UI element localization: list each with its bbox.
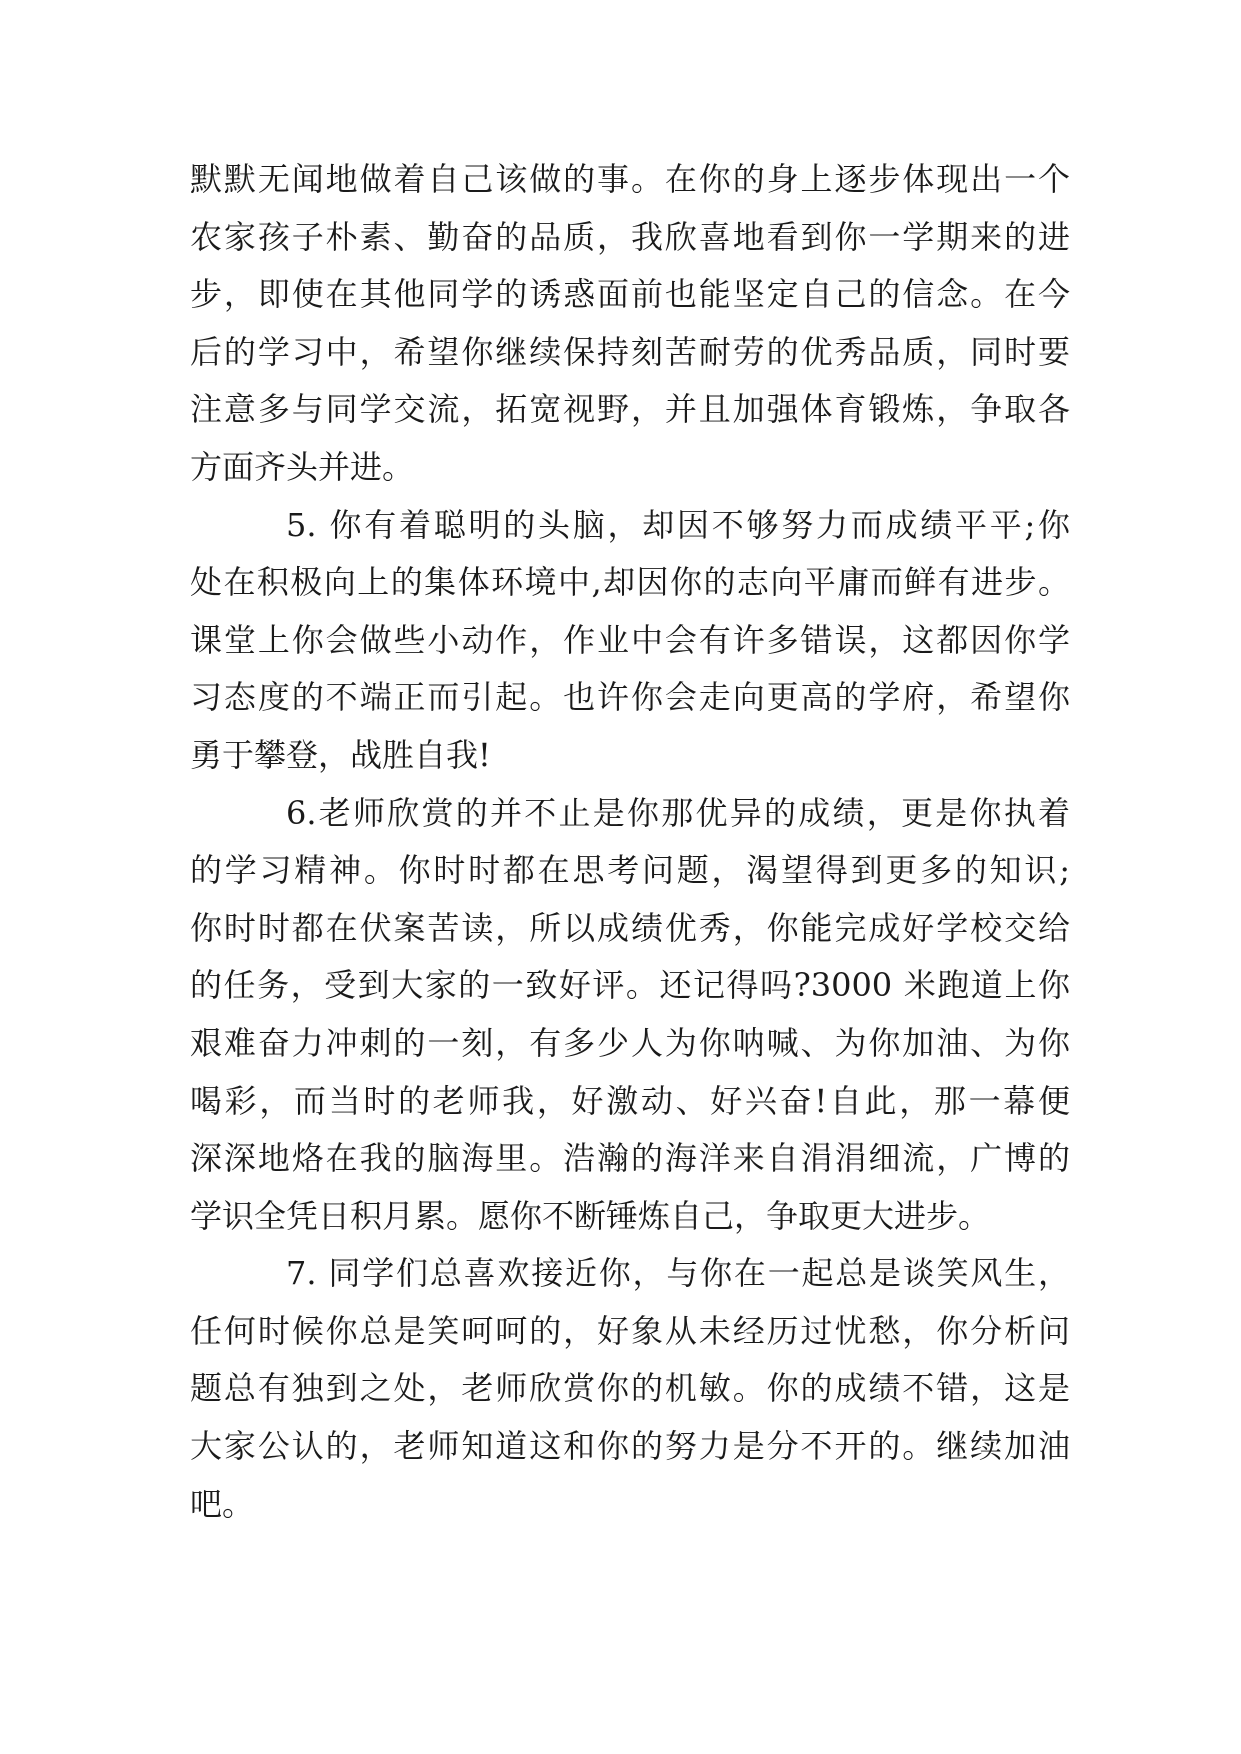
text-line: 处在积极向上的集体环境中,却因你的志向平庸而鲜有进步。 xyxy=(190,563,1070,602)
text-line: 7. 同学们总喜欢接近你，与你在一起总是谈笑风生， xyxy=(286,1254,1070,1293)
text-line: 课堂上你会做些小动作，作业中会有许多错误，这都因你学 xyxy=(190,620,1070,659)
text-line: 后的学习中，希望你继续保持刻苦耐劳的优秀品质，同时要 xyxy=(190,332,1070,371)
text-line: 艰难奋力冲刺的一刻，有多少人为你呐喊、为你加油、为你 xyxy=(190,1023,1070,1062)
text-line: 喝彩，而当时的老师我，好激动、好兴奋!自此，那一幕便 xyxy=(190,1081,1070,1120)
text-line: 方面齐头并进。 xyxy=(190,447,415,486)
text-line: 大家公认的，老师知道这和你的努力是分不开的。继续加油 xyxy=(190,1427,1070,1466)
text-line: 勇于攀登，战胜自我! xyxy=(190,735,491,774)
text-line: 5. 你有着聪明的头脑，却因不够努力而成绩平平;你 xyxy=(286,505,1070,544)
text-line: 6.老师欣赏的并不止是你那优异的成绩，更是你执着 xyxy=(286,793,1070,832)
text-line: 的学习精神。你时时都在思考问题，渴望得到更多的知识; xyxy=(190,851,1070,890)
text-line: 农家孩子朴素、勤奋的品质，我欣喜地看到你一学期来的进 xyxy=(190,217,1070,256)
document-body xyxy=(190,151,1070,1533)
text-line: 的任务，受到大家的一致好评。还记得吗?3000 米跑道上你 xyxy=(190,966,1070,1005)
text-line: 吧。 xyxy=(190,1484,255,1523)
text-line: 默默无闻地做着自己该做的事。在你的身上逐步体现出一个 xyxy=(190,160,1070,198)
text-line: 深深地烙在我的脑海里。浩瀚的海洋来自涓涓细流，广博的 xyxy=(190,1139,1070,1178)
text-line: 学识全凭日积月累。愿你不断锤炼自己，争取更大进步。 xyxy=(190,1196,991,1235)
text-line: 习态度的不端正而引起。也许你会走向更高的学府，希望你 xyxy=(190,678,1070,717)
text-line: 你时时都在伏案苦读，所以成绩优秀，你能完成好学校交给 xyxy=(190,908,1070,947)
text-line: 任何时候你总是笑呵呵的，好象从未经历过忧愁，你分析问 xyxy=(190,1311,1070,1350)
text-line: 步，即使在其他同学的诱惑面前也能坚定自己的信念。在今 xyxy=(190,275,1070,314)
text-line: 注意多与同学交流，拓宽视野，并且加强体育锻炼，争取各 xyxy=(190,390,1070,429)
text-line: 题总有独到之处，老师欣赏你的机敏。你的成绩不错，这是 xyxy=(190,1369,1070,1408)
